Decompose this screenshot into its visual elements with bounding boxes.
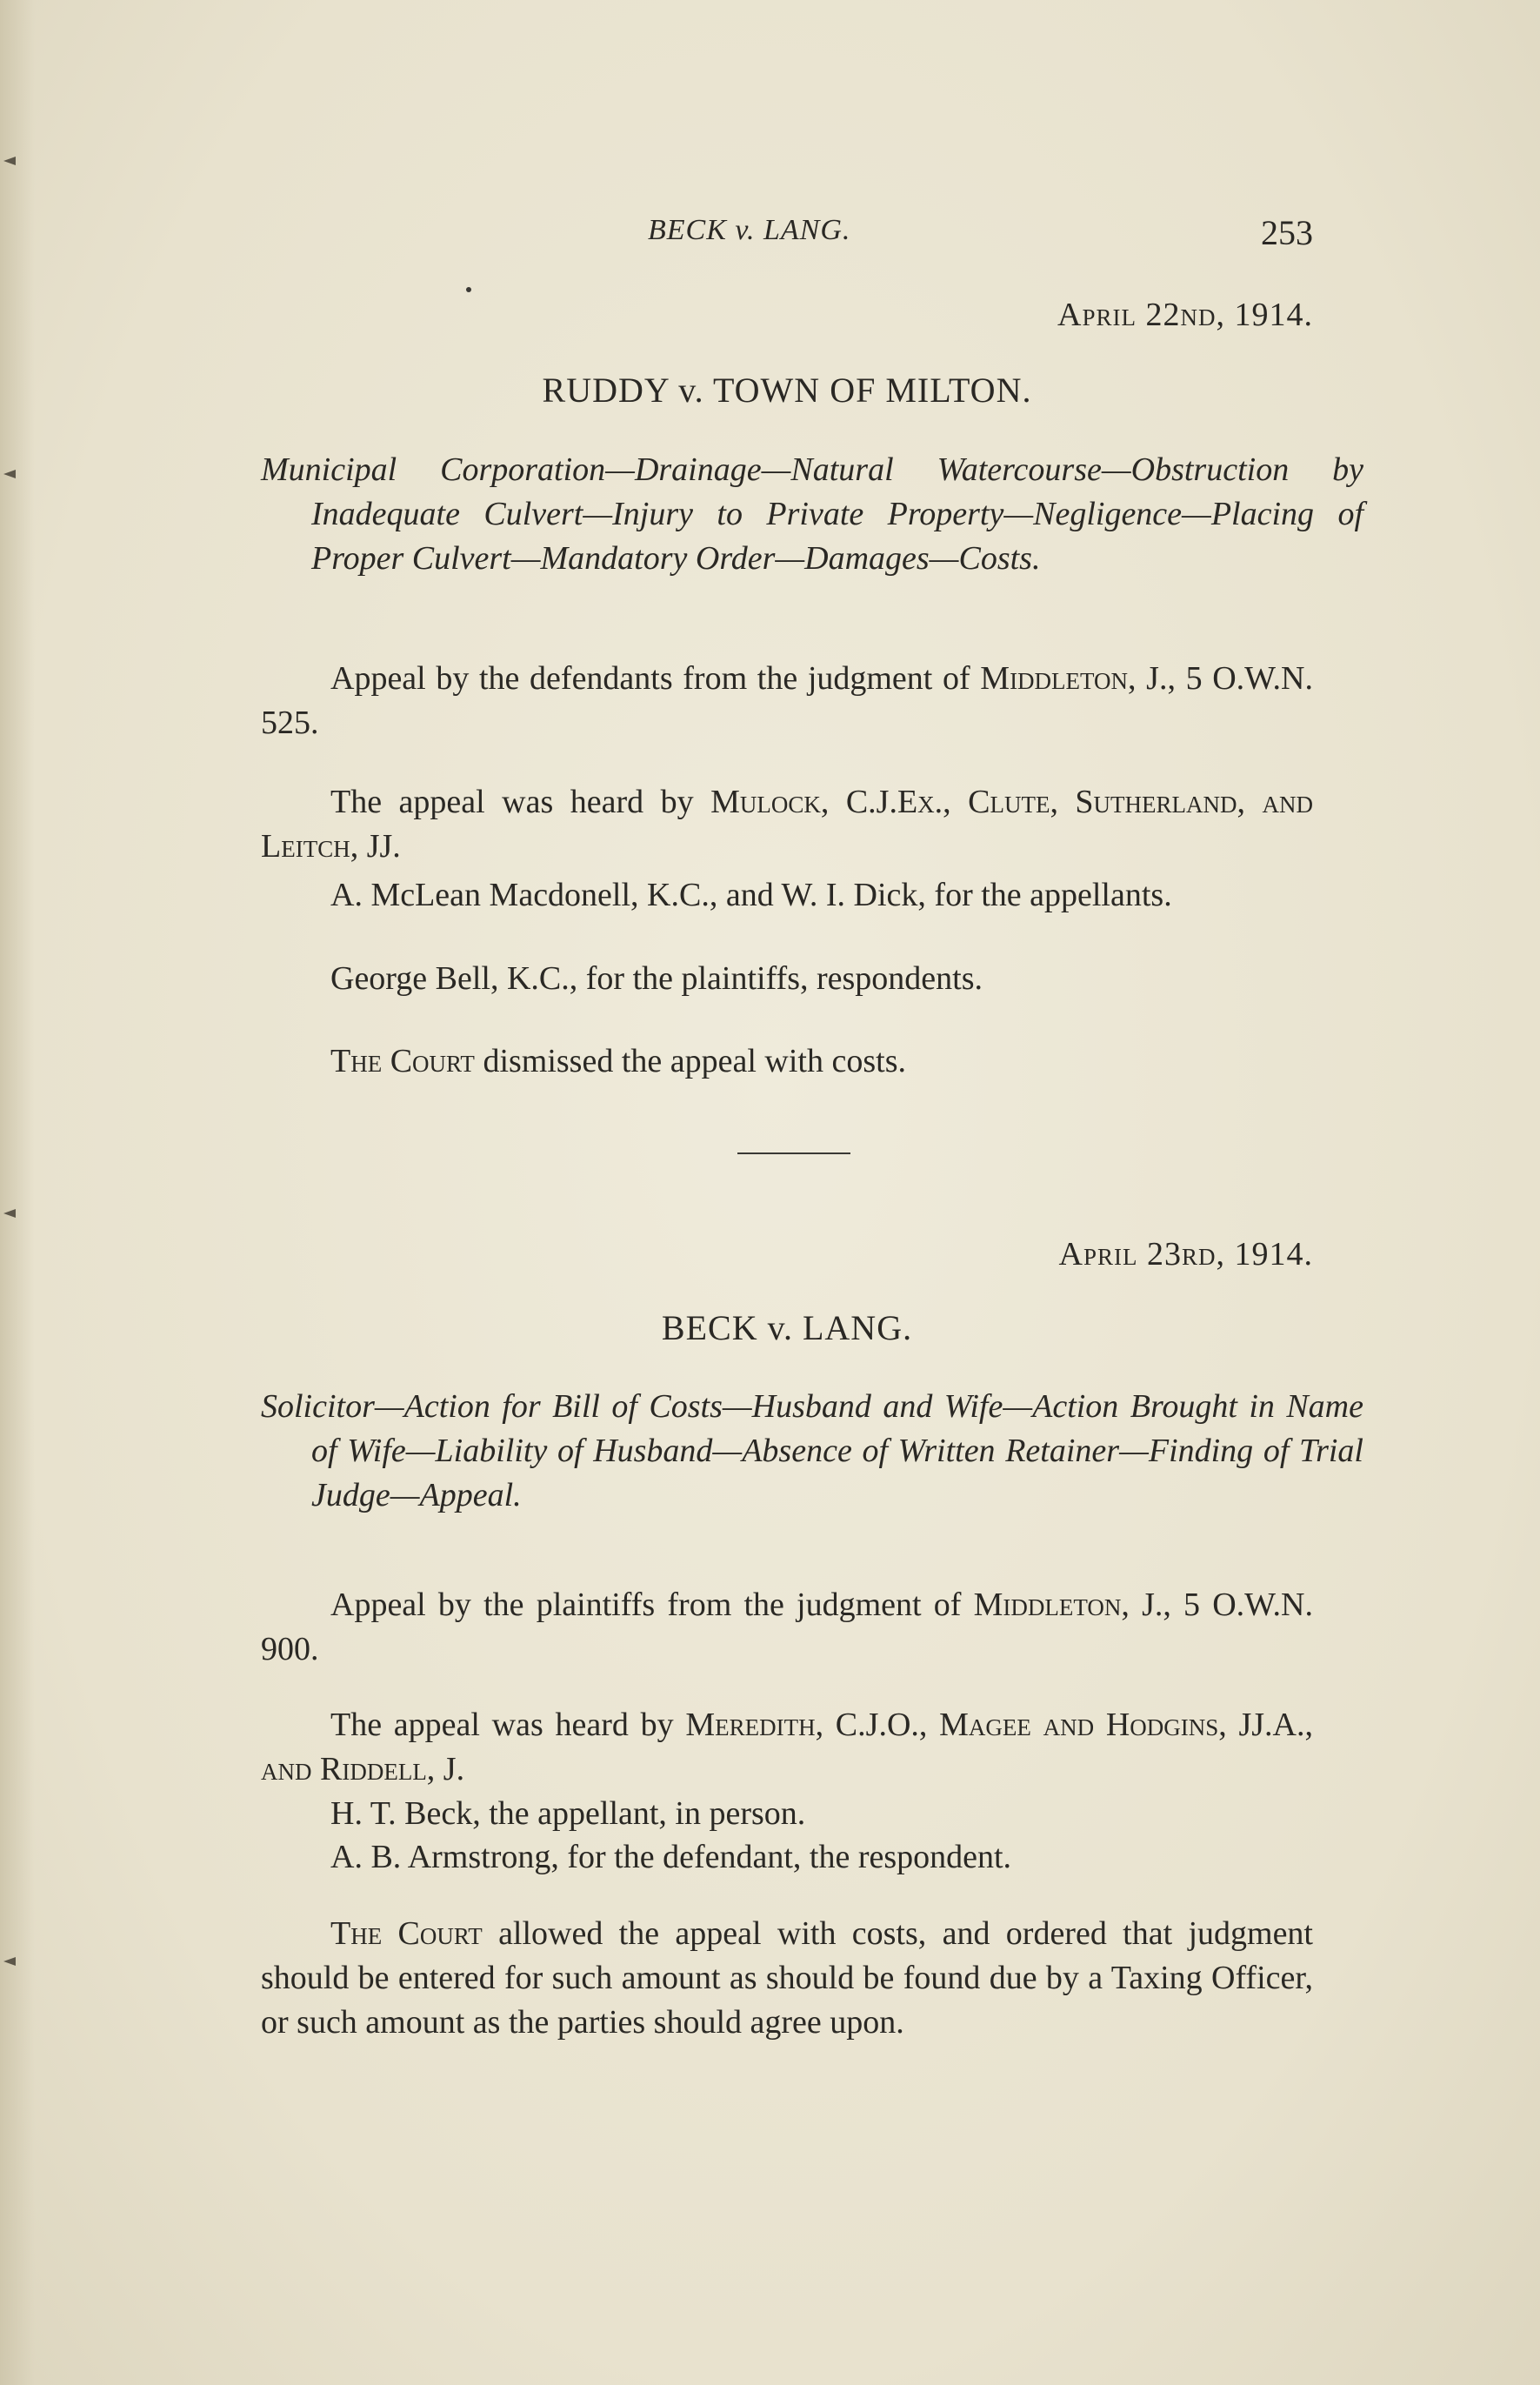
case1-result [261,1039,1313,1084]
case1-date: April 22nd, 1914. [1057,297,1313,333]
case2-date: April 23rd, 1914. [1058,1236,1313,1273]
case2-trial-judge: Middleton [973,1587,1122,1623]
case2-bench: Meredith, C.J.O., Magee and Hodgins, JJ.A., and Riddell, J. [261,1707,1313,1787]
case1-court: The Court [330,1043,475,1079]
running-title: BECK v. LANG. [648,214,851,246]
print-speck [466,287,471,292]
case2-heard-paragraph [261,1703,1313,1792]
case1-appeal-citation: , J., 5 O.W.N. 525. [261,660,1313,741]
case2-counsel-appellant: H. T. Beck, the appellant, in person. [330,1795,806,1832]
section-divider [737,1152,850,1154]
case1-counsel-appellants: A. McLean Macdonell, K.C., and W. I. Dick, for the appellants. [330,877,1172,913]
case1-appeal-text: Appeal by the defendants from the judgment of [330,660,981,697]
case1-title: RUDDY v. TOWN OF MILTON. [542,371,1032,410]
case1-heard-text: The appeal was heard by [330,784,711,820]
case2-heard-text: The appeal was heard by [330,1707,686,1743]
case2-court: The Court [330,1915,483,1952]
case2-appeal-citation: , J., 5 O.W.N. 900. [261,1587,1313,1667]
case1-appeal-paragraph [261,657,1313,745]
case1-result-text: dismissed the appeal with costs. [474,1043,906,1079]
page-number: 253 [1261,213,1313,252]
case2-counsel-respondent: A. B. Armstrong, for the defendant, the respondent. [330,1839,1012,1875]
case2-result [261,1912,1313,2045]
case2-appeal-paragraph [261,1583,1313,1672]
case2-result-text: allowed the appeal with costs, and ordered that judgment should be entered for such amount as should be found due by a Taxing Officer, or such amount as the parties should agree upon. [261,1915,1313,2041]
case2-headnote: Solicitor—Action for Bill of Costs—Husband and Wife—Action Brought in Name of Wife—Liability of Husband—Absence of Written Retainer—Finding of Trial Judge—Appeal. [261,1388,1363,1513]
case1-bench: Mulock, C.J.Ex., Clute, Sutherland, and Leitch, JJ. [261,784,1313,865]
page-gutter-shadow [0,0,35,2385]
case2-title: BECK v. LANG. [661,1308,913,1347]
running-head [261,209,1313,261]
case2-appeal-text: Appeal by the plaintiffs from the judgment of [330,1587,974,1623]
case1-headnote: Municipal Corporation—Drainage—Natural Watercourse—Obstruction by Inadequate Culvert—Injury to Private Property—Negligence—Placing of Proper Culvert—Mandatory Order—Damages—Costs. [261,451,1363,577]
case1-counsel-respondents: George Bell, K.C., for the plaintiffs, respondents. [330,960,983,997]
case1-trial-judge: Middleton [980,660,1129,697]
case1-heard-paragraph [261,780,1313,869]
